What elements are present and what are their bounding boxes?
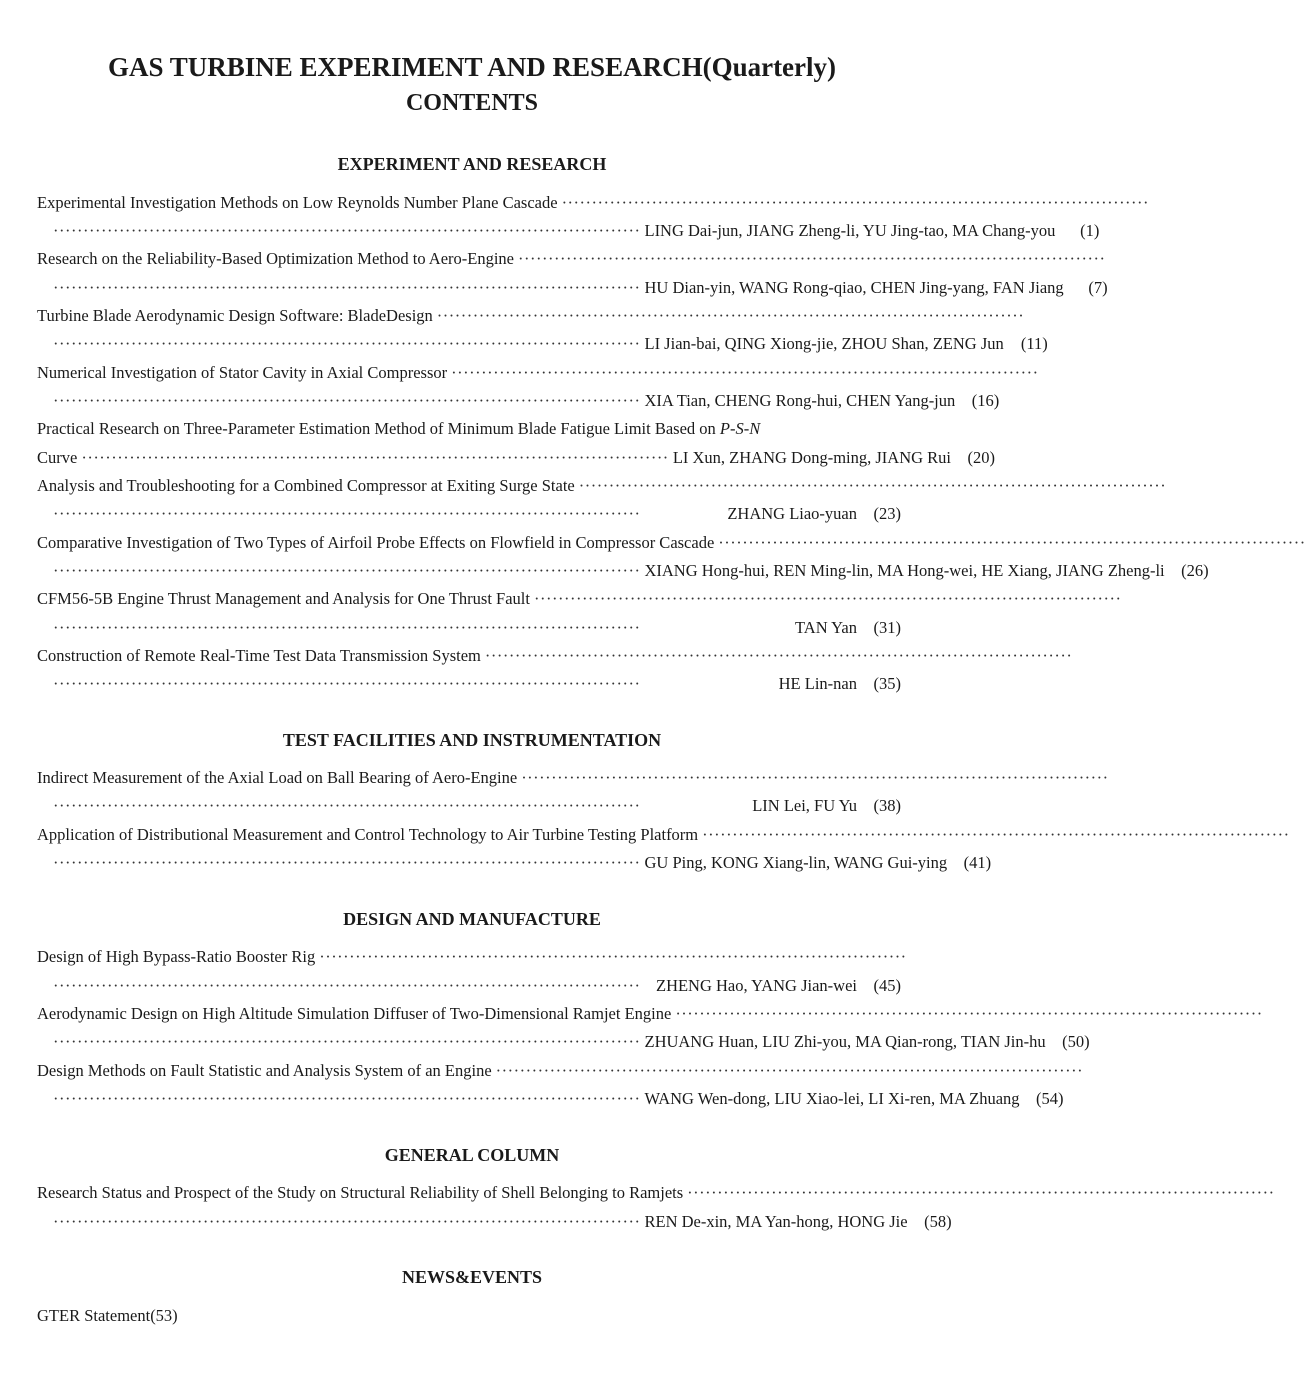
- toc-entry-title[interactable]: Practical Research on Three-Parameter Estimation Method of Minimum Blade Fatigue Limit Based on P-S-N: [37, 419, 761, 438]
- toc-entry-authors: Curve ·································································································· LI Xun, ZHANG Dong-ming, JIANG Rui (20): [37, 448, 996, 467]
- journal-title: GAS TURBINE EXPERIMENT AND RESEARCH(Quarterly): [107, 52, 837, 82]
- toc-entry-title[interactable]: Analysis and Troubleshooting for a Combined Compressor at Exiting Surge State ··································································································: [37, 476, 1167, 495]
- section-heading-experiment: EXPERIMENT AND RESEARCH: [337, 154, 607, 174]
- toc-entry-authors: ·································································································· HU Dian-yin, WANG Rong-qiao, CHEN Jing-yang, FAN Jiang (7): [53, 278, 1108, 297]
- toc-entry-authors: ·································································································· XIANG Hong-hui, REN Ming-lin, MA Hong-wei, HE Xiang, JIANG Zheng-li (26): [53, 561, 1209, 580]
- toc-entry-authors: ·································································································· ZHANG Liao-yuan (23): [53, 504, 901, 523]
- toc-entry-authors: ·································································································· LIN Lei, FU Yu (38): [53, 796, 901, 815]
- toc-entry-title[interactable]: Research on the Reliability-Based Optimization Method to Aero-Engine ··································································································: [37, 249, 1106, 268]
- toc-entry-title[interactable]: Indirect Measurement of the Axial Load on Ball Bearing of Aero-Engine ··································································································: [37, 768, 1109, 787]
- toc-entry-title[interactable]: Aerodynamic Design on High Altitude Simulation Diffuser of Two-Dimensional Ramjet Engine ··································································································: [37, 1004, 1263, 1023]
- toc-entry-authors: ·································································································· REN De-xin, MA Yan-hong, HONG Jie (58): [53, 1212, 952, 1231]
- toc-entry-authors: ·································································································· ZHUANG Huan, LIU Zhi-you, MA Qian-rong, TIAN Jin-hu (50): [53, 1032, 1090, 1051]
- toc-entry-title[interactable]: Research Status and Prospect of the Study on Structural Reliability of Shell Belonging to Ramjets ··································································································: [37, 1183, 1275, 1202]
- toc-entry-title[interactable]: Comparative Investigation of Two Types of Airfoil Probe Effects on Flowfield in Compressor Cascade ··································································································: [37, 533, 1306, 552]
- toc-entry-title[interactable]: Construction of Remote Real-Time Test Data Transmission System ··································································································: [37, 646, 1073, 665]
- toc-entry-authors: ·································································································· TAN Yan (31): [53, 618, 901, 637]
- section-heading-general: GENERAL COLUMN: [384, 1145, 560, 1165]
- toc-entry-title[interactable]: Design of High Bypass-Ratio Booster Rig ··································································································: [37, 947, 907, 966]
- toc-entry-authors: ·································································································· WANG Wen-dong, LIU Xiao-lei, LI Xi-ren, MA Zhuang (54): [53, 1089, 1064, 1108]
- news-item[interactable]: GTER Statement(53): [37, 1306, 178, 1325]
- section-heading-design: DESIGN AND MANUFACTURE: [343, 909, 601, 929]
- toc-entry-authors: ·································································································· XIA Tian, CHENG Rong-hui, CHEN Yang-jun (16): [53, 391, 1000, 410]
- toc-entry-title[interactable]: CFM56-5B Engine Thrust Management and Analysis for One Thrust Fault ··································································································: [37, 589, 1122, 608]
- toc-entry-title[interactable]: Turbine Blade Aerodynamic Design Software: BladeDesign ··································································································: [37, 306, 1025, 325]
- toc-entry-authors: ·································································································· ZHENG Hao, YANG Jian-wei (45): [53, 976, 901, 995]
- toc-entry-title[interactable]: Design Methods on Fault Statistic and Analysis System of an Engine ··································································································: [37, 1061, 1084, 1080]
- toc-entry-authors: ·································································································· HE Lin-nan (35): [53, 674, 901, 693]
- section-heading-news: NEWS&EVENTS: [401, 1267, 543, 1287]
- toc-entry-title[interactable]: Application of Distributional Measurement and Control Technology to Air Turbine Testing Platform ··································································································: [37, 825, 1290, 844]
- toc-entry-authors: ·································································································· LI Jian-bai, QING Xiong-jie, ZHOU Shan, ZENG Jun (11): [53, 334, 1048, 353]
- section-heading-facilities: TEST FACILITIES AND INSTRUMENTATION: [282, 730, 662, 750]
- toc-entry-authors: ·································································································· LING Dai-jun, JIANG Zheng-li, YU Jing-tao, MA Chang-you (1): [53, 221, 1100, 240]
- contents-heading: CONTENTS: [405, 90, 539, 116]
- toc-entry-title[interactable]: Experimental Investigation Methods on Low Reynolds Number Plane Cascade ··································································································: [37, 193, 1150, 212]
- toc-entry-title[interactable]: Numerical Investigation of Stator Cavity in Axial Compressor ··································································································: [37, 363, 1039, 382]
- toc-entry-authors: ·································································································· GU Ping, KONG Xiang-lin, WANG Gui-ying (41): [53, 853, 992, 872]
